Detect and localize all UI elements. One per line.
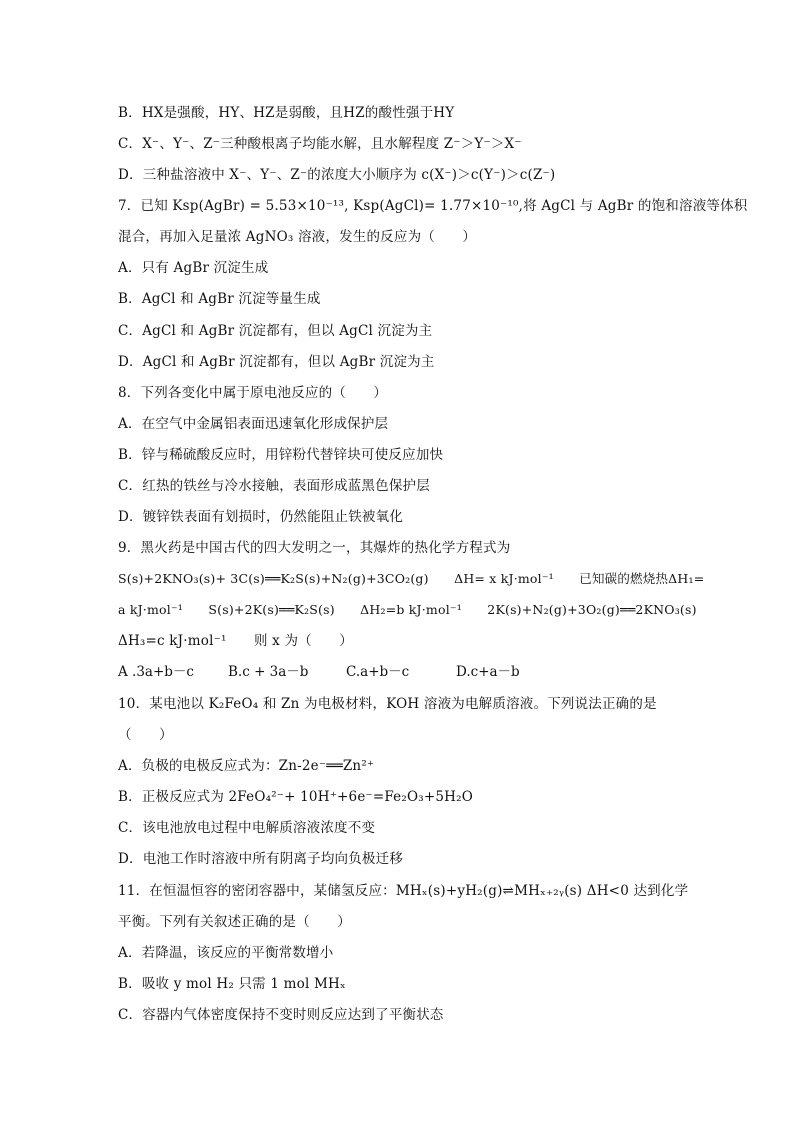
option-6c: C．X⁻、Y⁻、Z⁻三种酸根离子均能水解，且水解程度 Z⁻＞Y⁻＞X⁻ (118, 136, 522, 152)
option-11c: C．容器内气体密度保持不变时则反应达到了平衡状态 (118, 1007, 444, 1023)
option-11a: A．若降温，该反应的平衡常数增小 (118, 945, 334, 961)
option-9d: D.c+a－b (456, 664, 520, 680)
option-9b: B.c + 3a－b (228, 664, 309, 680)
question-8-stem: 8．下列各变化中属于原电池反应的（ ） (118, 385, 388, 401)
option-6d: D．三种盐溶液中 X⁻、Y⁻、Z⁻的浓度大小顺序为 c(X⁻)＞c(Y⁻)＞c(Z⁻) (118, 167, 556, 183)
option-10c: C．该电池放电过程中电解质溶液浓度不变 (118, 820, 376, 836)
option-8d: D．镀锌铁表面有划损时，仍然能阻止铁被氧化 (118, 509, 404, 525)
question-9-equation-cont: a kJ·mol⁻¹ S(s)+2K(s)══K₂S(s) ΔH₂=b kJ·mol⁻¹ 2K(s)+N₂(g)+3O₂(g)══2KNO₃(s) (118, 602, 697, 617)
question-7-stem-cont: 混合，再加入足量浓 AgNO₃ 溶液，发生的反应为（ ） (118, 229, 477, 245)
question-10-stem-cont: （ ） (118, 727, 173, 743)
question-9-ask: ΔH₃=c kJ·mol⁻¹ 则 x 为（ ） (118, 633, 353, 649)
option-10d: D．电池工作时溶液中所有阴离子均向负极迁移 (118, 851, 404, 867)
option-6b: B．HX是强酸，HY、HZ是弱酸，且HZ的酸性强于HY (118, 105, 455, 121)
option-8c: C．红热的铁丝与冷水接触，表面形成蓝黑色保护层 (118, 478, 430, 494)
option-8a: A．在空气中金属铝表面迅速氧化形成保护层 (118, 416, 389, 432)
option-7b: B．AgCl 和 AgBr 沉淀等量生成 (118, 291, 321, 307)
option-7c: C．AgCl 和 AgBr 沉淀都有，但以 AgCl 沉淀为主 (118, 323, 433, 339)
question-7-stem: 7．已知 Ksp(AgBr) = 5.53×10⁻¹³, Ksp(AgCl)= 1.77×10⁻¹⁰,将 AgCl 与 AgBr 的饱和溶液等体积 (118, 198, 748, 214)
option-9c: C.a+b－c (346, 664, 410, 680)
option-9a: A .3a+b－c (118, 664, 194, 680)
option-11b: B．吸收 y mol H₂ 只需 1 mol MHₓ (118, 976, 346, 992)
option-10a: A．负极的电极反应式为：Zn-2e⁻══Zn²⁺ (118, 758, 375, 774)
question-10-stem: 10．某电池以 K₂FeO₄ 和 Zn 为电极材料，KOH 溶液为电解质溶液。下列说法正确的是 (118, 696, 657, 712)
question-11-stem-cont: 平衡。下列有关叙述正确的是（ ） (118, 914, 351, 930)
option-10b: B．正极反应式为 2FeO₄²⁻+ 10H⁺+6e⁻=Fe₂O₃+5H₂O (118, 789, 474, 805)
question-9-stem: 9．黑火药是中国古代的四大发明之一，其爆炸的热化学方程式为 (118, 540, 511, 556)
option-7d: D．AgCl 和 AgBr 沉淀都有，但以 AgBr 沉淀为主 (118, 354, 435, 370)
option-7a: A．只有 AgBr 沉淀生成 (118, 260, 269, 276)
question-11-stem: 11．在恒温恒容的密闭容器中，某储氢反应：MHₓ(s)+yH₂(g)⇌MHₓ₊₂ᵧ(s) ΔH<0 达到化学 (118, 883, 689, 899)
option-8b: B．锌与稀硫酸反应时，用锌粉代替锌块可使反应加快 (118, 447, 444, 463)
question-9-equation: S(s)+2KNO₃(s)+ 3C(s)══K₂S(s)+N₂(g)+3CO₂(g) ΔH= x kJ·mol⁻¹ 已知碳的燃烧热ΔH₁= (118, 571, 705, 586)
